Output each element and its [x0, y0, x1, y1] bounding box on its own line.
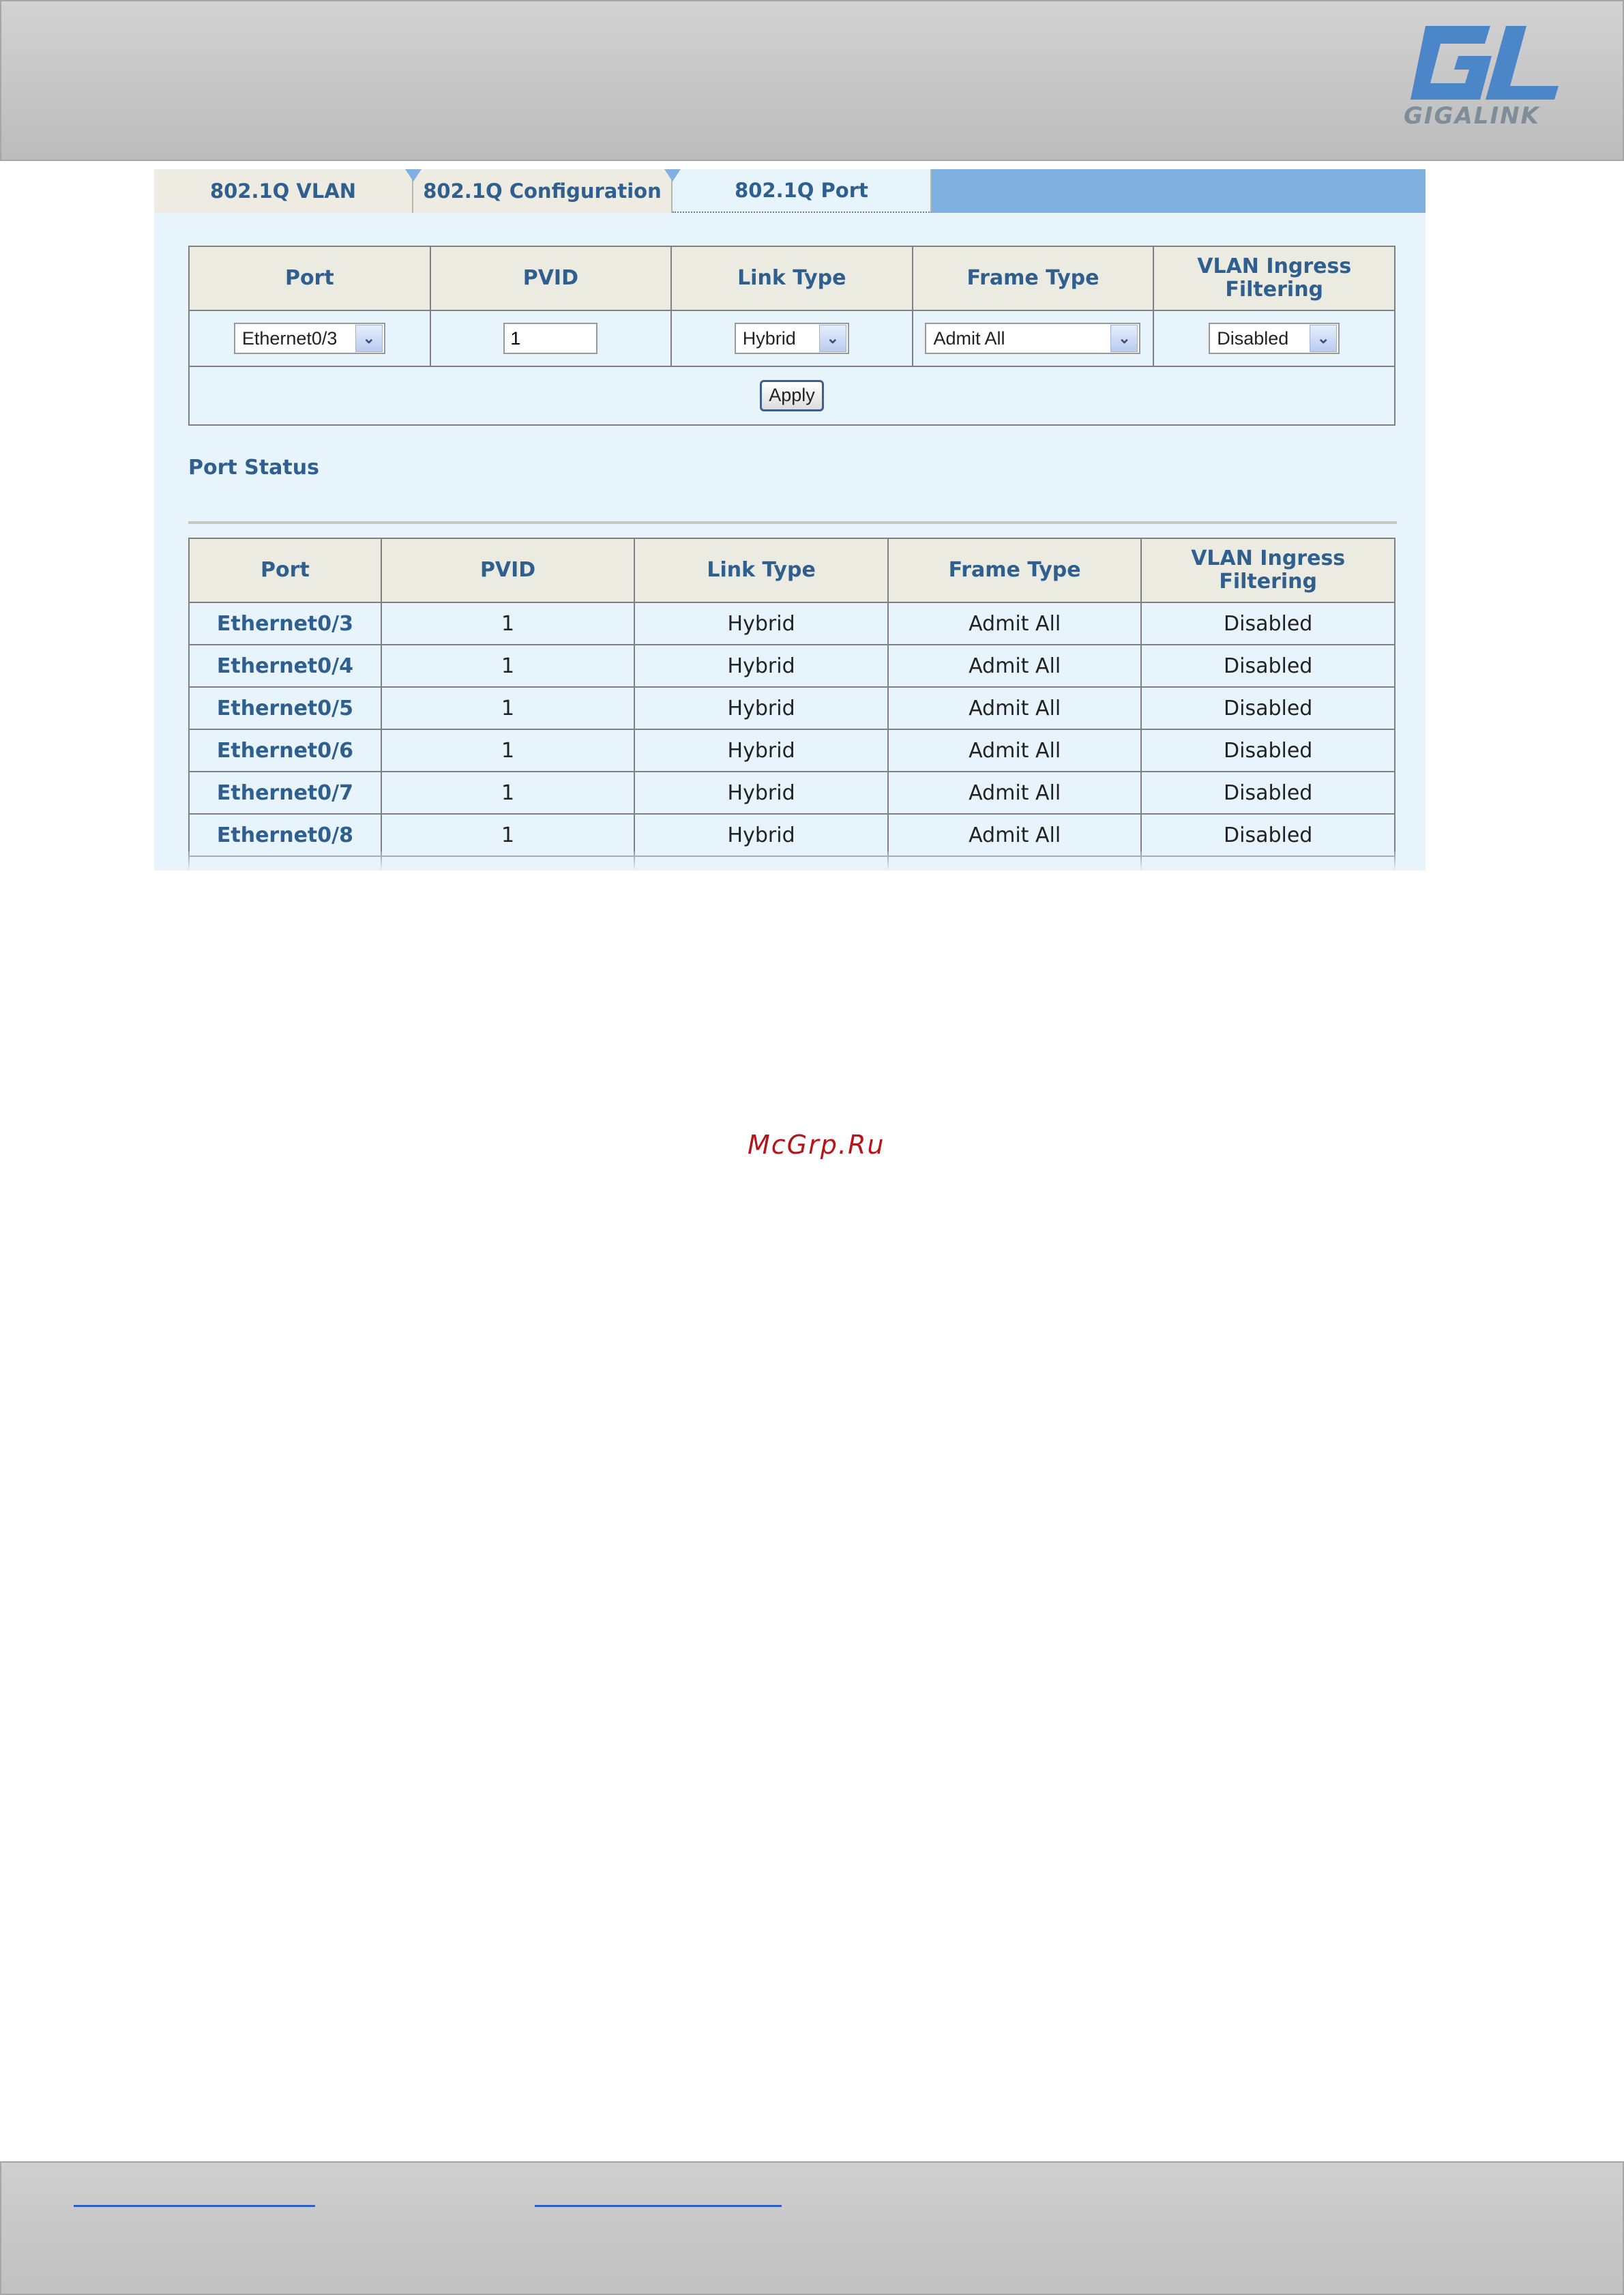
- status-cell-ingress: Disabled: [1141, 645, 1395, 687]
- status-cell-frame: Admit All: [888, 687, 1142, 729]
- status-cell-link: Hybrid: [634, 645, 888, 687]
- table-row: [189, 814, 1395, 856]
- status-cell-port[interactable]: Ethernet0/8: [189, 814, 381, 856]
- link-type-cell: [671, 310, 912, 366]
- ingress-filtering-select[interactable]: Disabled ⌄: [1209, 323, 1340, 354]
- page-footer-band: [0, 2161, 1624, 2295]
- scroll-fade: [154, 851, 1426, 871]
- status-cell-frame: Admit All: [888, 645, 1142, 687]
- status-cell-port[interactable]: Ethernet0/4: [189, 645, 381, 687]
- vlan-port-panel: [154, 169, 1426, 871]
- col-header-port: Port: [189, 246, 430, 310]
- status-header-pvid: PVID: [381, 538, 634, 602]
- table-row: [189, 687, 1395, 729]
- status-table-body: [189, 602, 1395, 871]
- status-cell-port[interactable]: Ethernet0/5: [189, 687, 381, 729]
- status-header-port: Port: [189, 538, 381, 602]
- status-cell-pvid: 1: [381, 687, 634, 729]
- section-divider: [188, 521, 1397, 524]
- status-cell-ingress: Disabled: [1141, 729, 1395, 772]
- status-cell-pvid: 1: [381, 814, 634, 856]
- ingress-cell: [1153, 310, 1395, 366]
- link-type-select[interactable]: Hybrid ⌄: [735, 323, 849, 354]
- status-cell-pvid: 1: [381, 602, 634, 645]
- port-status-title: Port Status: [188, 456, 319, 480]
- status-cell-port[interactable]: Ethernet0/7: [189, 772, 381, 814]
- chevron-down-icon[interactable]: ⌄: [1310, 325, 1337, 352]
- status-cell-frame: Admit All: [888, 814, 1142, 856]
- port-config-table: [188, 246, 1396, 426]
- status-cell-pvid: 1: [381, 772, 634, 814]
- watermark: McGrp.Ru: [748, 1130, 885, 1160]
- status-cell-frame: Admit All: [888, 602, 1142, 645]
- status-header-link-type: Link Type: [634, 538, 888, 602]
- chevron-down-icon[interactable]: ⌄: [819, 325, 846, 352]
- port-status-table: [188, 538, 1396, 871]
- status-cell-pvid: 1: [381, 729, 634, 772]
- status-cell-ingress: Disabled: [1141, 772, 1395, 814]
- pvid-cell: [430, 310, 671, 366]
- table-row: [189, 729, 1395, 772]
- status-cell-port[interactable]: Ethernet0/3: [189, 602, 381, 645]
- status-cell-frame: Admit All: [888, 729, 1142, 772]
- status-cell-port[interactable]: Ethernet0/6: [189, 729, 381, 772]
- tab-8021q-vlan[interactable]: 802.1Q VLAN: [154, 169, 413, 213]
- status-cell-link: Hybrid: [634, 772, 888, 814]
- status-cell-pvid: 1: [381, 645, 634, 687]
- col-header-pvid: PVID: [430, 246, 671, 310]
- chevron-down-icon[interactable]: ⌄: [355, 325, 383, 352]
- footer-link-underline: [74, 2205, 315, 2207]
- logo-text: GIGALINK: [1404, 102, 1540, 130]
- logo-gl-letters: [1411, 26, 1559, 100]
- apply-cell: [189, 366, 1395, 425]
- tab-separator-notch: [405, 169, 422, 181]
- port-cell: [189, 310, 430, 366]
- page-header-band: [0, 0, 1624, 161]
- status-cell-link: Hybrid: [634, 687, 888, 729]
- col-header-link-type: Link Type: [671, 246, 912, 310]
- table-row: [189, 602, 1395, 645]
- status-cell-ingress: Disabled: [1141, 602, 1395, 645]
- status-header-frame-type: Frame Type: [888, 538, 1142, 602]
- status-cell-link: Hybrid: [634, 814, 888, 856]
- chevron-down-icon[interactable]: ⌄: [1110, 325, 1138, 352]
- frame-type-select[interactable]: Admit All ⌄: [925, 323, 1140, 354]
- table-row: [189, 645, 1395, 687]
- frame-type-cell: [913, 310, 1154, 366]
- col-header-ingress-filtering: VLAN Ingress Filtering: [1153, 246, 1395, 310]
- table-row: [189, 772, 1395, 814]
- status-cell-link: Hybrid: [634, 602, 888, 645]
- tab-8021q-port[interactable]: 802.1Q Port: [673, 169, 932, 213]
- status-cell-link: Hybrid: [634, 729, 888, 772]
- port-select[interactable]: Ethernet0/3 ⌄: [234, 323, 385, 354]
- tab-8021q-configuration[interactable]: 802.1Q Configuration: [413, 169, 673, 213]
- col-header-frame-type: Frame Type: [913, 246, 1154, 310]
- status-cell-frame: Admit All: [888, 772, 1142, 814]
- apply-button[interactable]: Apply: [760, 380, 824, 411]
- footer-link-underline: [535, 2205, 782, 2207]
- pvid-input[interactable]: 1: [503, 323, 597, 354]
- status-header-ingress-filtering: VLAN Ingress Filtering: [1141, 538, 1395, 602]
- tab-separator-notch: [664, 169, 681, 181]
- status-cell-ingress: Disabled: [1141, 687, 1395, 729]
- status-cell-ingress: Disabled: [1141, 814, 1395, 856]
